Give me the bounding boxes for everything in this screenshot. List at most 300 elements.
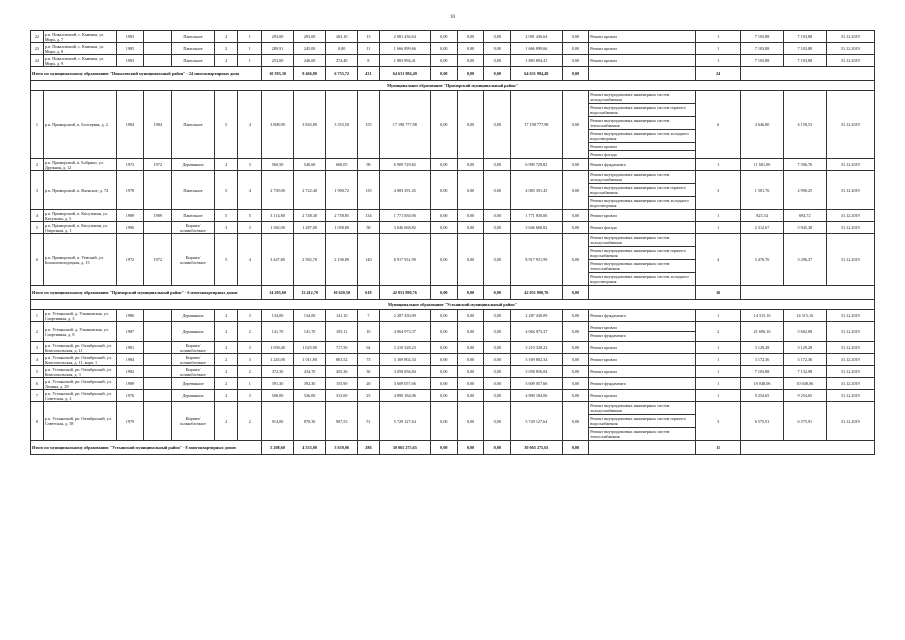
total-oth: 0,00 [562,441,589,455]
works-list [589,171,695,209]
cell-p2: 7 103,88 [783,31,826,43]
cell-y2 [144,322,172,342]
cell-date: 31.12.2019 [826,210,874,222]
cell-s1: 391,30 [262,378,294,390]
cell-f2: 0,00 [457,43,484,55]
cell-fl: 2 [214,322,238,342]
works-cell [589,342,696,354]
works-list [589,344,695,351]
cell-n: 6 [31,378,44,390]
cell-fl: 2 [214,354,238,366]
total-row [31,286,875,300]
works-cell [589,171,696,210]
total-s3: 3 659,06 [326,441,358,455]
cell-date: 31.12.2019 [826,55,874,67]
work-item: Ремонт внутридомовых инженерных систем холодного водоотведения [590,274,689,284]
cell-en: 2 [238,322,262,342]
cell-own: 2 287 430,09 [511,310,562,322]
works-cell [589,378,696,390]
total-res: 618 [358,286,379,300]
cell-res: 13 [358,31,379,43]
cell-addr: р.п. Устьянский, рп. Октябрьский, ул. Советская, д. 2 [43,390,116,402]
cell-date: 31.12.2019 [826,159,874,171]
total-s1: 5 208,60 [262,441,294,455]
total-own: 64 631 984,49 [511,67,562,81]
cell-oth: 0,00 [562,322,589,342]
total-f1: 0,00 [430,67,457,81]
cell-f3: 0,00 [484,390,511,402]
cell-mat: Кирпич/ шлакоблочное [172,342,215,354]
work-item: Ремонт кровли [590,213,617,218]
cell-s2: 293,00 [294,31,326,43]
works-list [589,402,695,440]
cell-s1: 253,00 [262,55,294,67]
cell-f1: 0,00 [430,222,457,234]
cell-f3: 0,00 [484,171,511,210]
work-item: Ремонт внутридомовых инженерных систем холодоснабжения [589,91,695,104]
cell-f3: 0,00 [484,354,511,366]
cell-f2: 0,00 [457,322,484,342]
work-item: Ремонт кровли [590,34,617,39]
cell-mat: Кирпич/ шлакоблочное [172,402,215,441]
cell-s2: 245,00 [294,43,326,55]
cell-mat: Деревянное [172,378,215,390]
cell-p1: 3 476,76 [741,234,784,286]
cell-p1: 825,34 [741,210,784,222]
works-cell [589,159,696,171]
cell-addr: р.п. Приморский, п. Уемский, ул. Большемолодецкая, д. 15 [43,234,116,286]
cell-mat: Кирпич/ шлакоблочное [172,366,215,378]
cell-own: 3 210 328,23 [511,342,562,354]
cell-fl: 2 [214,390,238,402]
cell-f1: 0,00 [430,402,457,441]
cell-p2: 6 575,91 [783,402,826,441]
cell-y2: 1989 [144,210,172,222]
total-f2: 0,00 [457,286,484,300]
cell-f3: 0,00 [484,234,511,286]
cell-f3: 0,00 [484,222,511,234]
cell-res: 155 [358,91,379,159]
cell-res: 58 [358,222,379,234]
cell-oth: 0,00 [562,378,589,390]
total-label: Итого по муниципальному образованию "Пикаловский муниципальный район" - 24 многоквартирных дома [31,67,262,81]
cell-own: 3 058 856,84 [511,366,562,378]
table-row [31,390,875,402]
cell-f3: 0,00 [484,210,511,222]
cell-s3: 1 900,72 [326,171,358,210]
cell-mat: Панельное [172,31,215,43]
works-list [589,380,695,387]
cell-s3: 717,50 [326,342,358,354]
cell-fl: 5 [214,91,238,159]
cell-k: 1 [696,210,741,222]
cell-res: 11 [358,43,379,55]
work-item: Ремонт внутридомовых инженерных систем горячего водоснабжения [589,415,695,428]
works-cell [589,402,696,441]
total-f2: 0,00 [457,441,484,455]
cell-oth: 0,00 [562,91,589,159]
works-list [589,312,695,319]
works-cell [589,210,696,222]
cell-mat: Кирпич/ шлакоблочное [172,234,215,286]
cell-f2: 0,00 [457,55,484,67]
cell-k: 3 [696,171,741,210]
cell-y1: 1984 [116,354,144,366]
works-list [589,392,695,399]
total-k: 16 [696,286,741,300]
cell-p1: 2 312,67 [741,222,784,234]
cell-cost: 3 609 057,66 [379,378,430,390]
works-list [589,57,695,64]
cell-res: 134 [358,210,379,222]
cell-res: 10 [358,322,379,342]
work-item: Ремонт внутридомовых инженерных систем горячего водоснабжения [589,104,695,117]
work-item: Ремонт внутридомовых инженерных систем теплоснабжения [589,117,695,130]
cell-s1: 1 058,40 [262,342,294,354]
cell-date: 31.12.2019 [826,31,874,43]
cell-k: 1 [696,366,741,378]
table-row [31,234,875,286]
cell-y1: 1982 [116,366,144,378]
cell-p2: 3 172,36 [783,354,826,366]
work-item: Ремонт внутридомовых инженерных систем холодоснабжения [589,171,695,184]
cell-res: 58 [358,159,379,171]
cell-res: 51 [358,402,379,441]
cell-fl: 2 [214,43,238,55]
cell-y1: 1984 [116,91,144,159]
cell-y2 [144,390,172,402]
total-oth: 0,00 [562,286,589,300]
cell-s3: 1 058,80 [326,222,358,234]
cell-addr: р.п. Приморский, п. Ваенское, д. 74 [43,171,116,210]
cell-y1: 1986 [116,310,144,322]
cell-f1: 0,00 [430,55,457,67]
total-empty [741,441,875,455]
cell-n: 5 [31,222,44,234]
total-row [31,441,875,455]
cell-fl: 2 [214,366,238,378]
total-cost: 64 631 984,49 [379,67,430,81]
works-list [589,224,695,231]
cell-f2: 0,00 [457,210,484,222]
cell-p1: 3 172,36 [741,354,784,366]
cell-f3: 0,00 [484,402,511,441]
cell-en: 3 [238,390,262,402]
cell-p2: 9 254,65 [783,390,826,402]
work-item: Ремонт кровли [590,46,617,51]
cell-mat: Деревянное [172,159,215,171]
works-cell [589,322,696,342]
cell-s3: 263,10 [326,31,358,43]
cell-s2: 870,30 [294,402,326,441]
work-item: Ремонт кровли [589,143,695,151]
cell-addr: р.п. Устьянский, рп. Октябрьский, ул. Советская, д. 58 [43,402,116,441]
cell-en: 4 [238,234,262,286]
cell-res: 64 [358,342,379,354]
work-item: Ремонт внутридомовых инженерных систем холодного водоотведения [589,130,695,143]
cell-f2: 0,00 [457,402,484,441]
cell-cost: 4 064 973,37 [379,322,430,342]
work-item: Ремонт внутридомовых инженерных систем теплоснабжения [589,260,695,273]
work-item: Ремонт кровли [590,58,617,63]
cell-date: 31.12.2019 [826,91,874,159]
cell-oth: 0,00 [562,390,589,402]
cell-own: 3 169 802,34 [511,354,562,366]
cell-f2: 0,00 [457,390,484,402]
cell-p1: 7 103,88 [741,366,784,378]
work-item: Ремонт внутридомовых инженерных систем горячего водоснабжения [589,184,695,197]
cell-addr: р.п. Пикаловский, с. Каменка, ул. Мира, д. 8 [43,43,116,55]
cell-oth: 0,00 [562,222,589,234]
works-list [589,324,695,339]
cell-f1: 0,00 [430,31,457,43]
cell-f1: 0,00 [430,43,457,55]
cell-n: 7 [31,390,44,402]
cell-cost: 4 890 184,06 [379,390,430,402]
table-row [31,171,875,210]
cell-y2 [144,378,172,390]
cell-k: 3 [696,402,741,441]
cell-own: 1 883 894,41 [511,55,562,67]
cell-y1: 1989 [116,378,144,390]
cell-en: 4 [238,171,262,210]
cell-p1: 21 696,16 [741,322,784,342]
cell-p1: 7 103,88 [741,55,784,67]
total-k: 11 [696,441,741,455]
cell-f1: 0,00 [430,171,457,210]
cell-cost: 3 210 328,23 [379,342,430,354]
cell-p2: 14 315,16 [783,310,826,322]
cell-addr: р.п. Устьянский, д. Ульяновская, ул. Спортивная, д. 8 [43,322,116,342]
cell-res: 25 [358,390,379,402]
cell-y2: 1972 [144,159,172,171]
table-row [31,159,875,171]
cell-own: 2 081 436,64 [511,31,562,43]
section-row [31,81,875,91]
cell-y1: 1972 [116,234,144,286]
cell-date: 31.12.2019 [826,322,874,342]
cell-mat: Деревянное [172,322,215,342]
work-item: Ремонт внутридомовых инженерных систем теплоснабжения [590,429,670,439]
cell-p2: 3 129,28 [783,342,826,354]
total-f2: 0,00 [457,67,484,81]
cell-n: 3 [31,342,44,354]
cell-f3: 0,00 [484,31,511,43]
cell-p1: 3 129,28 [741,342,784,354]
cell-own: 4 064 973,37 [511,322,562,342]
cell-n: 8 [31,402,44,441]
cell-y1: 1978 [116,171,144,210]
cell-s2: 434,70 [294,366,326,378]
cell-s1: 134,00 [262,310,294,322]
cell-s2: 141,70 [294,322,326,342]
cell-cost: 3 058 856,84 [379,366,430,378]
cell-f1: 0,00 [430,210,457,222]
cell-s3: 141,10 [326,310,358,322]
work-item: Ремонт кровли [590,357,617,362]
works-list [589,45,695,52]
cell-en: 1 [238,31,262,43]
cell-n: 6 [31,234,44,286]
cell-en: 3 [238,159,262,171]
cell-date: 31.12.2019 [826,171,874,210]
cell-s2: 2 582,70 [294,234,326,286]
cell-s1: 289,91 [262,43,294,55]
cell-f1: 0,00 [430,322,457,342]
cell-en: 3 [238,354,262,366]
works-cell [589,234,696,286]
cell-f1: 0,00 [430,366,457,378]
works-cell [589,390,696,402]
cell-s1: 3 808,90 [262,91,294,159]
cell-oth: 0,00 [562,159,589,171]
work-item: Ремонт фасада [590,225,617,230]
cell-addr: р.п. Приморский, п. Бобрино, ул. Дружная, д. 12 [43,159,116,171]
cell-y1: 1989 [116,210,144,222]
cell-s3: 0,00 [326,43,358,55]
total-res: 431 [358,67,379,81]
cell-date: 31.12.2019 [826,378,874,390]
cell-p1: 10 048,06 [741,378,784,390]
cell-f2: 0,00 [457,91,484,159]
cell-f2: 0,00 [457,222,484,234]
cell-k: 6 [696,91,741,159]
cell-oth: 0,00 [562,402,589,441]
cell-fl: 2 [214,159,238,171]
cell-s1: 3 447,80 [262,234,294,286]
cell-s1: 1 382,00 [262,222,294,234]
cell-y2 [144,31,172,43]
cell-date: 31.12.2019 [826,222,874,234]
cell-mat: Панельное [172,43,215,55]
work-item: Ремонт внутридомовых инженерных систем холодного водоотведения [590,198,689,208]
cell-s2: 526,00 [294,390,326,402]
cell-p2: 5 945,38 [783,222,826,234]
cell-n: 4 [31,210,44,222]
cell-oth: 0,00 [562,210,589,222]
work-item: Ремонт кровли [590,369,617,374]
cell-en: 1 [238,55,262,67]
cell-p2: 3 296,37 [783,234,826,286]
works-list [589,33,695,40]
cell-n: 22 [31,31,44,43]
cell-date: 31.12.2019 [826,43,874,55]
cell-f2: 0,00 [457,342,484,354]
works-list [589,212,695,219]
cell-res: 140 [358,234,379,286]
cell-oth: 0,00 [562,366,589,378]
total-row [31,67,875,81]
cell-s3: 2 758,85 [326,210,358,222]
cell-p1: 14 315,16 [741,310,784,322]
work-item: Ремонт внутридомовых инженерных систем холодоснабжения [589,402,695,415]
cell-y2 [144,55,172,67]
total-own: 42 051 890,76 [511,286,562,300]
cell-k: 1 [696,159,741,171]
cell-s2: 2 722,40 [294,171,326,210]
table-body [31,31,875,455]
cell-oth: 0,00 [562,55,589,67]
cell-addr: р.п. Устьянский, рп. Октябрьский, ул. Комсомольская, д. 11, корп. 1 [43,354,116,366]
cell-f2: 0,00 [457,234,484,286]
cell-s3: 863,52 [326,354,358,366]
cell-fl: 2 [214,31,238,43]
cell-n: 2 [31,159,44,171]
cell-cost: 8 917 931,99 [379,234,430,286]
cell-addr: р.п. Приморский, п. Болсервая, д. 2 [43,91,116,159]
work-item: Ремонт кровли [589,324,695,332]
section-title: Муниципальное образование "Устьянский муниципальный район" [31,300,875,310]
cell-p2: 4 158,53 [783,91,826,159]
cell-y1: 1983 [116,31,144,43]
cell-fl: 2 [214,378,238,390]
cell-s3: 600,05 [326,159,358,171]
cell-n: 1 [31,310,44,322]
table-row [31,354,875,366]
total-s2: 12 412,70 [294,286,326,300]
cell-p2: 2 990,25 [783,171,826,210]
section-title: Муниципальное образование "Приморский муниципальный район" [31,81,875,91]
cell-date: 31.12.2019 [826,402,874,441]
cell-s2: 1 011,80 [294,354,326,366]
capital-repair-table [30,30,875,455]
cell-f3: 0,00 [484,378,511,390]
cell-y2: 1972 [144,234,172,286]
cell-oth: 0,00 [562,354,589,366]
cell-cost: 2 081 436,64 [379,31,430,43]
cell-p2: 7 103,88 [783,43,826,55]
work-item: Ремонт внутридомовых инженерных систем холодоснабжения [589,234,695,247]
works-list [589,161,695,168]
table-row [31,31,875,43]
cell-fl: 2 [214,342,238,354]
table-row [31,55,875,67]
cell-n: 3 [31,171,44,210]
total-f3: 0,00 [484,67,511,81]
cell-s1: 1 245,00 [262,354,294,366]
cell-k: 1 [696,354,741,366]
cell-f1: 0,00 [430,91,457,159]
cell-f2: 0,00 [457,310,484,322]
table-row [31,91,875,159]
cell-y2 [144,222,172,234]
cell-cost: 3 169 802,34 [379,354,430,366]
total-empty [589,67,696,81]
works-cell [589,366,696,378]
cell-en: 2 [238,366,262,378]
cell-res: 36 [358,366,379,378]
works-cell [589,354,696,366]
table-row [31,378,875,390]
cell-n: 5 [31,366,44,378]
cell-own: 1 771 830,06 [511,210,562,222]
cell-s1: 293,00 [262,31,294,43]
cell-f3: 0,00 [484,322,511,342]
cell-date: 31.12.2019 [826,310,874,322]
cell-f2: 0,00 [457,31,484,43]
cell-p1: 6 575,91 [741,402,784,441]
works-list [589,356,695,363]
cell-own: 3 609 057,66 [511,378,562,390]
total-empty [741,67,875,81]
cell-k: 1 [696,390,741,402]
cell-s3: 105,11 [326,322,358,342]
total-s1: 14 205,60 [262,286,294,300]
total-res: 286 [358,441,379,455]
work-item: Ремонт фундамента [590,313,626,318]
cell-p2: 7 103,88 [783,55,826,67]
cell-s2: 1 287,00 [294,222,326,234]
